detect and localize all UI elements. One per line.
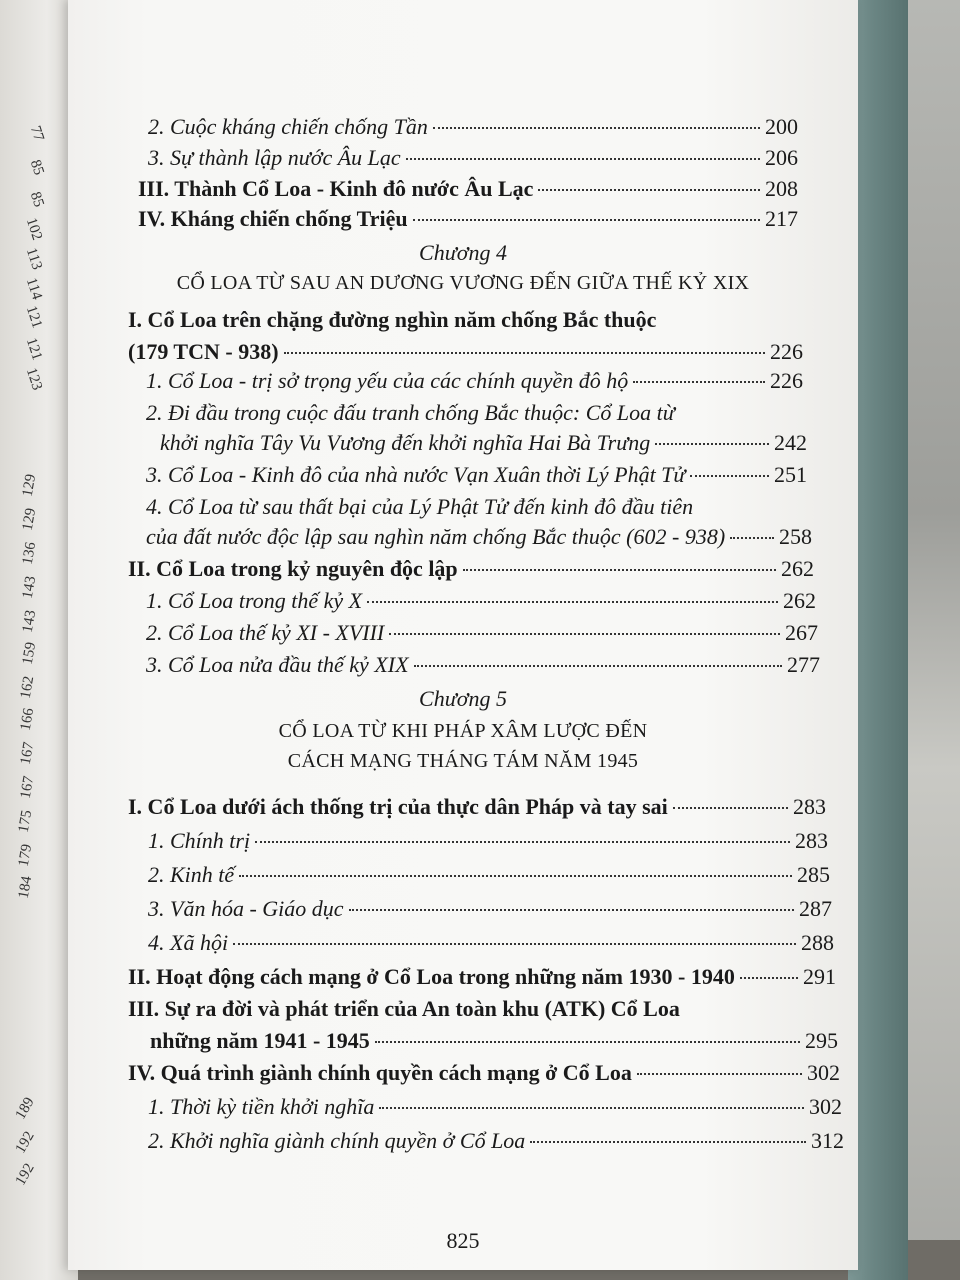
left-page-number: 184 [15,874,36,900]
toc-entry-page: 285 [797,862,830,887]
left-page-number: 189 [12,1094,38,1123]
left-page-number: 192 [12,1128,38,1157]
toc-entry-page: 287 [799,896,832,921]
toc-entry-label: 4. Cổ Loa từ sau thất bại của Lý Phật Tử đến kinh đô đầu tiên [146,494,694,519]
dot-leader [389,633,780,635]
toc-entry-label: 1. Chính trị [148,828,251,853]
left-page-number: 123 [22,365,46,393]
toc-entry-page: 312 [811,1128,844,1153]
left-page-number: 113 [22,245,45,272]
toc-entry-page: 302 [807,1060,840,1085]
toc-entry-label: III. Sự ra đời và phát triển của An toàn khu (ATK) Cổ Loa [128,996,680,1021]
toc-entry [146,366,803,396]
dot-leader [284,352,765,354]
toc-entry-label: 3. Cổ Loa nửa đầu thế kỷ XIX [146,652,409,677]
toc-entry-label: III. Thành Cổ Loa - Kinh đô nước Âu Lạc [138,176,534,201]
dot-leader [233,943,796,945]
left-page-number: 121 [22,303,46,331]
toc-entry-label: 2. Đi đầu trong cuộc đấu tranh chống Bắc thuộc: Cổ Loa từ [146,400,675,425]
toc-entry-page: 302 [809,1094,842,1119]
toc-entry-page: 251 [774,462,807,487]
chapter-heading: Chương 4 [419,240,507,265]
page-number: 825 [446,1228,480,1253]
dot-leader [406,158,760,160]
dot-leader [413,219,760,221]
toc-entry [138,204,798,234]
toc-entry [160,428,807,458]
toc-page [68,0,858,1270]
left-page-number: 179 [15,842,36,868]
toc-entry [148,894,832,924]
toc-entry-page: 295 [805,1028,838,1053]
toc-entry-page: 242 [774,430,807,455]
toc-entry-page: 226 [770,368,803,393]
chapter-title: CỔ LOA TỪ KHI PHÁP XÂM LƯỢC ĐẾN [278,720,648,742]
toc-entry-label: (179 TCN - 938) [128,339,279,364]
dot-leader [379,1107,804,1109]
left-page-number: 143 [19,574,40,600]
toc-entry-label: 4. Xã hội [148,930,229,955]
toc-entry-page: 217 [765,206,798,231]
left-page [0,0,78,1280]
toc-entry-page: 262 [783,588,816,613]
dot-leader [655,443,769,445]
toc-entry [148,112,798,142]
dot-leader [414,665,782,667]
toc-entry [148,1092,842,1122]
toc-entry [148,928,834,958]
chapter-title: CỔ LOA TỪ SAU AN DƯƠNG VƯƠNG ĐẾN GIỮA THẾ KỶ XIX [176,272,750,294]
left-page-number: 167 [17,740,38,766]
toc-entry-label: 1. Cổ Loa trong thế kỷ X [146,588,363,613]
toc-entry-label: 3. Cổ Loa - Kinh đô của nhà nước Vạn Xuân thời Lý Phật Tử [146,462,686,487]
left-page-number: 167 [17,774,38,800]
toc-entry-page: 291 [803,964,836,989]
toc-entry [146,650,820,680]
left-page-number: 175 [15,808,36,834]
toc-entry-label: của đất nước độc lập sau nghìn năm chống Bắc thuộc (602 - 938) [146,524,726,549]
toc-entry [146,618,818,648]
left-page-number: 85 [26,189,47,210]
toc-entry-page: 200 [765,114,798,139]
toc-entry-label: 2. Cuộc kháng chiến chống Tần [148,114,428,139]
toc-entry-page: 277 [787,652,820,677]
toc-entry-label: 2. Cổ Loa thế kỷ XI - XVIII [146,620,385,645]
dot-leader [673,807,788,809]
dot-leader [530,1141,806,1143]
toc-entry [128,554,814,584]
dot-leader [633,381,765,383]
toc-entry-label: khởi nghĩa Tây Vu Vương đến khởi nghĩa Hai Bà Trưng [160,430,651,455]
toc-entry-label: 2. Khởi nghĩa giành chính quyền ở Cổ Loa [148,1128,526,1153]
toc-entry [148,826,828,856]
toc-entry [148,860,830,890]
dot-leader [730,537,774,539]
toc-entry [150,1026,838,1056]
toc-entry-label: IV. Kháng chiến chống Triệu [138,206,408,231]
chapter-title: CÁCH MẠNG THÁNG TÁM NĂM 1945 [287,750,639,772]
left-page-number: 143 [19,608,40,634]
dot-leader [637,1073,802,1075]
dot-leader [367,601,778,603]
chapter-heading: Chương 5 [419,686,507,711]
toc-entry-page: 258 [779,524,812,549]
toc-entry [148,143,798,173]
toc-entry-label: IV. Quá trình giành chính quyền cách mạng ở Cổ Loa [128,1060,632,1085]
toc-entry-label: II. Cổ Loa trong kỷ nguyên độc lập [128,556,458,581]
dot-leader [740,977,798,979]
left-page-number: 102 [22,215,46,243]
toc-entry-page: 208 [765,176,798,201]
toc-entry [146,586,816,616]
toc-entry-page: 226 [770,339,803,364]
toc-entry-page: 288 [801,930,834,955]
toc-entry-label: 1. Thời kỳ tiền khởi nghĩa [148,1094,375,1119]
left-page-number: 166 [17,706,38,732]
toc-entry-page: 283 [795,828,828,853]
left-page-number: 129 [19,472,40,498]
toc-entry [128,1058,840,1088]
left-page-number: 136 [19,540,40,566]
toc-entry-page: 206 [765,145,798,170]
left-page-number: 129 [19,506,40,532]
dot-leader [690,475,769,477]
toc-entry-label: II. Hoạt động cách mạng ở Cổ Loa trong những năm 1930 - 1940 [128,964,735,989]
toc-entry-page: 262 [781,556,814,581]
toc-entry-label: I. Cổ Loa dưới ách thống trị của thực dân Pháp và tay sai [128,794,668,819]
dot-leader [538,189,760,191]
toc-entry [146,522,812,552]
dot-leader [349,909,794,911]
dot-leader [433,127,760,129]
toc-entry-label: 3. Sự thành lập nước Âu Lạc [148,145,401,170]
toc-entry-label: I. Cổ Loa trên chặng đường nghìn năm chống Bắc thuộc [128,307,657,332]
left-page-number: 162 [17,674,38,700]
toc-entry-label: những năm 1941 - 1945 [150,1028,370,1053]
toc-entry-label: 3. Văn hóa - Giáo dục [148,896,344,921]
dot-leader [239,875,792,877]
toc-entry-page: 283 [793,794,826,819]
dot-leader [463,569,776,571]
dot-leader [375,1041,800,1043]
toc-entry [148,1126,844,1156]
toc-entry-label: 2. Kinh tế [148,862,235,887]
toc-entry [128,792,826,822]
toc-entry [128,337,803,367]
left-page-number: 121 [22,335,46,363]
left-page-number: 77 [26,123,47,144]
toc-entry [128,962,836,992]
left-page-number: 114 [22,275,45,302]
toc-entry [146,460,807,490]
toc-entry-label: 1. Cổ Loa - trị sở trọng yếu của các chính quyền đô hộ [146,368,629,393]
left-page-number: 159 [19,640,40,666]
left-page-number: 85 [26,157,47,178]
toc-entry-page: 267 [785,620,818,645]
left-page-number: 192 [12,1160,38,1189]
dot-leader [255,841,790,843]
toc-entry [138,174,798,204]
